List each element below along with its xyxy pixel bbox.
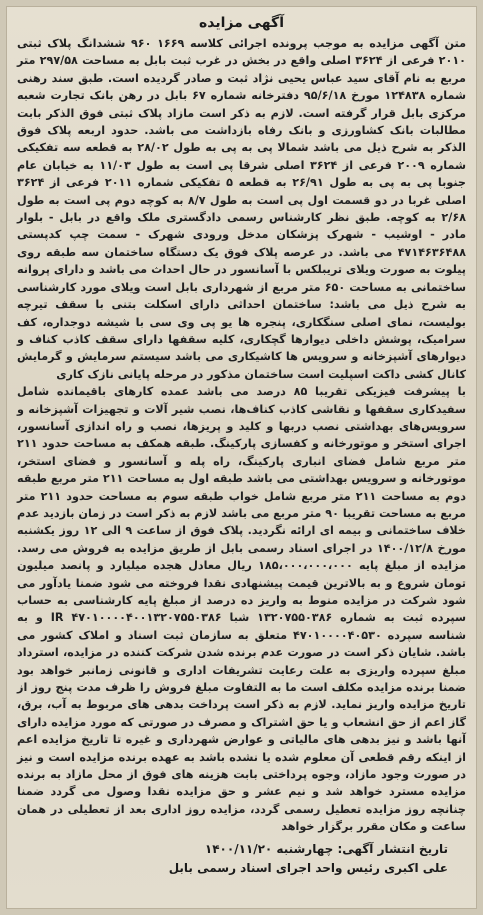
newspaper-clipping bbox=[6, 6, 477, 909]
notice-body bbox=[17, 35, 466, 836]
publish-date: تاریخ انتشار آگهی: چهارشنبه ۱۴۰۰/۱۱/۲۰ bbox=[204, 841, 448, 856]
notice-paragraph: با پیشرفت فیزیکی تقریبا ۸۵ درصد می باشد عمده کارهای باقیمانده شامل سفیدکاری سقفها و نقاشی کاذب کناف‌ها، نصب شیر آلات و تجهیزات آشپزخانه و سرویس‌های بهداشتی نصب دربها و کلید و پریزها، نصب و راه اندازی آسانسور، اجرای استخر و موتورخانه و کفسازی پارکینگ. طبقه همکف به مساحت حدود ۲۱۱ متر مربع شامل فضای انباری پارکینگ، راه پله و آسانسور و فضای استخر، موتورخانه و سرویس بهداشتی می باشد طبقه اول به مساحت ۲۱۱ متر مربع طبقه دوم به مساحت ۲۱۱ متر مربع شامل خواب طبقه سوم به مساحت حدود ۲۱۱ متر مربع به مساحت تقریبا ۹۰ متر مربع می باشد لازم به ذکر است در زمان بازدید عدم خلاف ساختمانی و بیمه ای ارائه نگردید. پلاک فوق از ساعت ۹ الی ۱۲ روز یکشنبه مورخ ۱۴۰۰/۱۲/۸ در اجرای اسناد رسمی بابل از طریق مزایده به فروش می رسد. مزایده از مبلغ پایه ۱۸۵،۰۰۰،۰۰۰،۰۰۰ ریال معادل هجده میلیارد و پانصد میلیون تومان شروع و به بالاترین قیمت پیشنهادی نقدا فروخته می شود ضمنا یادآور می شود شرکت در مزایده منوط به واریز ده درصد از مبلغ پایه کارشناسی به حساب سپرده ثبت به شماره ۱۳۲۰۷۵۵۰۳۸۶ شبا ۴۷۰۱۰۰۰۰۴۰۰۱۳۲۰۷۵۵۰۳۸۶ IR و به شناسه سپرده ۴۷۰۱۰۰۰۰۴۰۵۳۰ متعلق به سازمان ثبت اسناد و املاک کشور می باشد. شایان ذکر است در صورت عدم برنده شدن شرکت کننده در مزایده، استرداد مبلغ سپرده واریزی به علت رعایت تشریفات اداری و قانونی زمانبر خواهد بود ضمنا برنده مزایده مکلف است ما به التفاوت مبلغ فروش را ظرف مدت پنج روز از تاریخ مزایده واریز نماید. لازم به ذکر است پرداخت بدهی های مربوط به آب، برق، گاز اعم از حق انشعاب و یا حق اشتراک و مصرف در صورتی که مورد مزایده دارای آنها باشد و نیز بدهی های مالیاتی و عوارض شهرداری و غیره تا تاریخ مزایده اعم از اینکه رقم قطعی آن معلوم شده یا نشده باشد به عهده برنده مزایده است و نیز در صورت وجود مازاد، وجوه پرداختی بابت هزینه های فوق از محل مازاد به برنده مزایده مسترد خواهد شد و نیم عشر و حق مزایده نقدا وصول می گردد ضمنا چنانچه روز مزایده تعطیل رسمی گردد، مزایده روز اداری بعد از تعطیلی در همان ساعت و مکان مقرر برگزار خواهد bbox=[17, 385, 466, 834]
notice-paragraph: متن آگهی مزایده به موجب پرونده اجرائی کلاسه ۱۶۶۹ ۹۶۰ ششدانگ پلاک ثبتی ۲۰۱۰ فرعی از ۳۶۲۴ اصلی واقع در بخش در غرب ثبت بابل به مساحت ۲۹۷/۵۸ متر مربع به نام آقای سید عباس یحیی نژاد ثبت و صادر گردیده است. طبق سند رهنی شماره ۱۲۴۸۳۸ مورخ ۹۵/۶/۱۸ دفترخانه شماره ۶۷ بابل در رهن بانک تجارت شعبه مرکزی بابل قرار گرفته است. لازم به ذکر است مازاد پلاک ثبتی فوق الذکر بابت مطالبات بانک کشاورزی و بانک رفاه بازداشت می باشد. حدود اربعه پلاک فوق الذکر به شرح ذیل می باشد شمالا پی به پی به طول ۲۸/۰۲ به قطعه سه تفکیکی شماره ۲۰۰۹ فرعی از ۳۶۲۴ اصلی شرقا پی است به طول ۱۱/۰۳ به خیابان عام جنوبا پی به پی به طول ۲۶/۹۱ به قطعه ۵ تفکیکی شماره ۲۰۱۱ فرعی از ۳۶۲۴ اصلی غربا در دو قسمت اول پی است به طول ۸/۷ به کوچه دوم پی است به طول ۲/۶۸ به کوچه. طبق نظر کارشناس رسمی دادگستری ملک واقع در بابل - بلوار مادر - اوشیب - شهرک پزشکان مدخل ورودی شهرک - سمت چپ کدپستی ۴۷۱۴۶۳۶۴۸۸ می باشد. در عرصه پلاک فوق یک دستگاه ساختمان سه طبقه روی پیلوت به صورت ویلای تریبلکس با آسانسور در حال احداث می باشد و دارای پروانه ساختمانی به مساحت ۶۵۰ متر مربع از شهرداری بابل است ویلای مورد کارشناسی به شرح ذیل می باشد: ساختمان احداثی دارای اسکلت بتنی با سقف تیرچه بولیست، نمای اصلی سنگکاری، پنجره ها یو پی وی سی با شیشه دوجداره، کف سرامیک، پوشش داخلی دیوارها گچکاری، کلیه سقفها دارای سقف کاذب کناف و دیوارهای آشپزخانه و سرویس ها کاشیکاری می باشد سیستم سرمایش و گرمایش کانال کشی داکت اسپلیت است ساختمان مذکور در مرحله پایانی نازک کاری bbox=[17, 37, 467, 381]
notice-title: آگهی مزایده bbox=[198, 15, 284, 31]
signature: علی اکبری رئیس واحد اجرای اسناد رسمی بابل bbox=[168, 860, 448, 875]
notice-footer bbox=[17, 840, 466, 878]
